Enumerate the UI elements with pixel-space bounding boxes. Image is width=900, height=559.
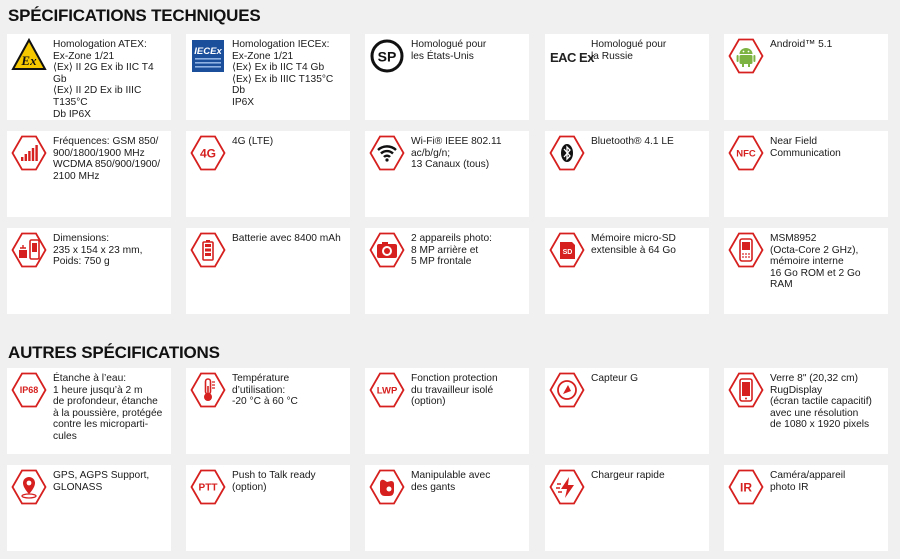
lwp-icon xyxy=(369,372,405,408)
spec-card xyxy=(7,465,171,551)
signal-bars-icon xyxy=(11,135,47,171)
spec-text: Chargeur rapide xyxy=(591,470,665,481)
spec-text: Mémoire micro-SD extensible à 64 Go xyxy=(591,233,676,256)
svg-text:LWP: LWP xyxy=(376,385,398,397)
spec-text: MSM8952 (Octa-Core 2 GHz), mémoire interne 16 Go ROM et 2 Go RAM xyxy=(770,233,861,291)
spec-card xyxy=(186,368,350,454)
spec-text: Fréquences: GSM 850/ 900/1800/1900 MHz WCDMA 850/900/1900/ 2100 MHz xyxy=(53,136,161,182)
spec-text: Push to Talk ready (option) xyxy=(232,470,316,493)
csa-icon xyxy=(369,38,405,74)
svg-text:EAC Ex: EAC Ex xyxy=(550,50,594,65)
spec-text: Caméra/appareil photo IR xyxy=(770,470,846,493)
spec-card xyxy=(7,34,171,120)
thermometer-icon xyxy=(190,372,226,408)
spec-text: Homologué pour la Russie xyxy=(591,39,667,62)
spec-text: Bluetooth® 4.1 LE xyxy=(591,136,674,147)
micro-sd-icon xyxy=(549,232,585,268)
svg-text:4G: 4G xyxy=(199,146,217,161)
spec-text: Near Field Communication xyxy=(770,136,841,159)
spec-card xyxy=(7,131,171,217)
spec-text: Manipulable avec des gants xyxy=(411,470,491,493)
spec-card xyxy=(724,465,888,551)
spec-card xyxy=(724,368,888,454)
processor-phone-icon xyxy=(728,232,764,268)
ir-camera-icon xyxy=(728,469,764,505)
spec-card xyxy=(545,131,709,217)
section-title-technical: SPÉCIFICATIONS TECHNIQUES xyxy=(8,6,261,25)
spec-card xyxy=(186,228,350,314)
section-title-other: AUTRES SPÉCIFICATIONS xyxy=(8,343,220,362)
spec-text: Dimensions: 235 x 154 x 23 mm, Poids: 750 g xyxy=(53,233,143,268)
camera-icon xyxy=(369,232,405,268)
svg-text:SP: SP xyxy=(377,48,397,65)
svg-text:Ex: Ex xyxy=(21,53,37,68)
spec-text: GPS, AGPS Support, GLONASS xyxy=(53,470,150,493)
spec-card xyxy=(365,368,529,454)
android-icon xyxy=(728,38,764,74)
fast-charge-icon xyxy=(549,469,585,505)
svg-text:IP68: IP68 xyxy=(19,385,39,396)
spec-card xyxy=(7,368,171,454)
4g-lte-icon xyxy=(190,135,226,171)
spec-card xyxy=(186,34,350,120)
spec-text: Verre 8" (20,32 cm) RugDisplay (écran tactile capacitif) avec une résolution de 1080 x 1920 pixels xyxy=(770,373,872,431)
spec-card xyxy=(365,131,529,217)
spec-card xyxy=(724,228,888,314)
spec-card xyxy=(545,368,709,454)
spec-text: Température d’utilisation: -20 °C à 60 °C xyxy=(232,373,298,408)
svg-text:PTT: PTT xyxy=(198,482,218,494)
spec-card xyxy=(724,34,888,120)
spec-text: Homologué pour les États-Unis xyxy=(411,39,487,62)
spec-card xyxy=(724,131,888,217)
spec-text: Homologation ATEX: Ex-Zone 1/21 ⟨Ex⟩ II 2G Ex ib IIC T4 Gb ⟨Ex⟩ II 2D Ex ib IIIC T135°C Db IP6X xyxy=(53,39,154,120)
spec-text: 4G (LTE) xyxy=(232,136,274,147)
spec-text: Wi-Fi® IEEE 802.11 ac/b/g/n; 13 Canaux (tous) xyxy=(411,136,502,171)
svg-text:IECEx: IECEx xyxy=(194,46,222,57)
nfc-icon xyxy=(728,135,764,171)
g-sensor-icon xyxy=(549,372,585,408)
spec-card xyxy=(186,131,350,217)
spec-card xyxy=(7,228,171,314)
spec-card xyxy=(545,34,709,120)
eac-ex-icon xyxy=(549,38,594,74)
glove-icon xyxy=(369,469,405,505)
battery-icon xyxy=(190,232,226,268)
spec-text: Capteur G xyxy=(591,373,638,384)
spec-text: Homologation IECEx: Ex-Zone 1/21 ⟨Ex⟩ Ex ib IIC T4 Gb ⟨Ex⟩ Ex ib IIIC T135°C Db IP6X xyxy=(232,39,334,108)
spec-card xyxy=(186,465,350,551)
spec-text: 2 appareils photo: 8 MP arrière et 5 MP frontale xyxy=(411,233,492,268)
gps-pin-icon xyxy=(11,469,47,505)
spec-card xyxy=(365,465,529,551)
spec-card xyxy=(365,228,529,314)
spec-card xyxy=(545,465,709,551)
display-icon xyxy=(728,372,764,408)
svg-text:SD: SD xyxy=(562,249,573,256)
spec-text: Étanche à l’eau: 1 heure jusqu’à 2 m de profondeur, étanche à la poussière, protégée contre les microparti- cules xyxy=(53,373,163,442)
svg-text:IR: IR xyxy=(740,480,752,495)
iecex-icon xyxy=(190,38,226,74)
spec-text: Android™ 5.1 xyxy=(770,39,833,50)
dimensions-icon xyxy=(11,232,47,268)
svg-text:NFC: NFC xyxy=(736,148,756,160)
wifi-icon xyxy=(369,135,405,171)
atex-ex-icon xyxy=(11,38,47,74)
ptt-icon xyxy=(190,469,226,505)
ip68-icon xyxy=(11,372,47,408)
spec-text: Batterie avec 8400 mAh xyxy=(232,233,341,244)
spec-text: Fonction protection du travailleur isolé (option) xyxy=(411,373,498,408)
bluetooth-icon xyxy=(549,135,585,171)
spec-card xyxy=(365,34,529,120)
spec-card xyxy=(545,228,709,314)
